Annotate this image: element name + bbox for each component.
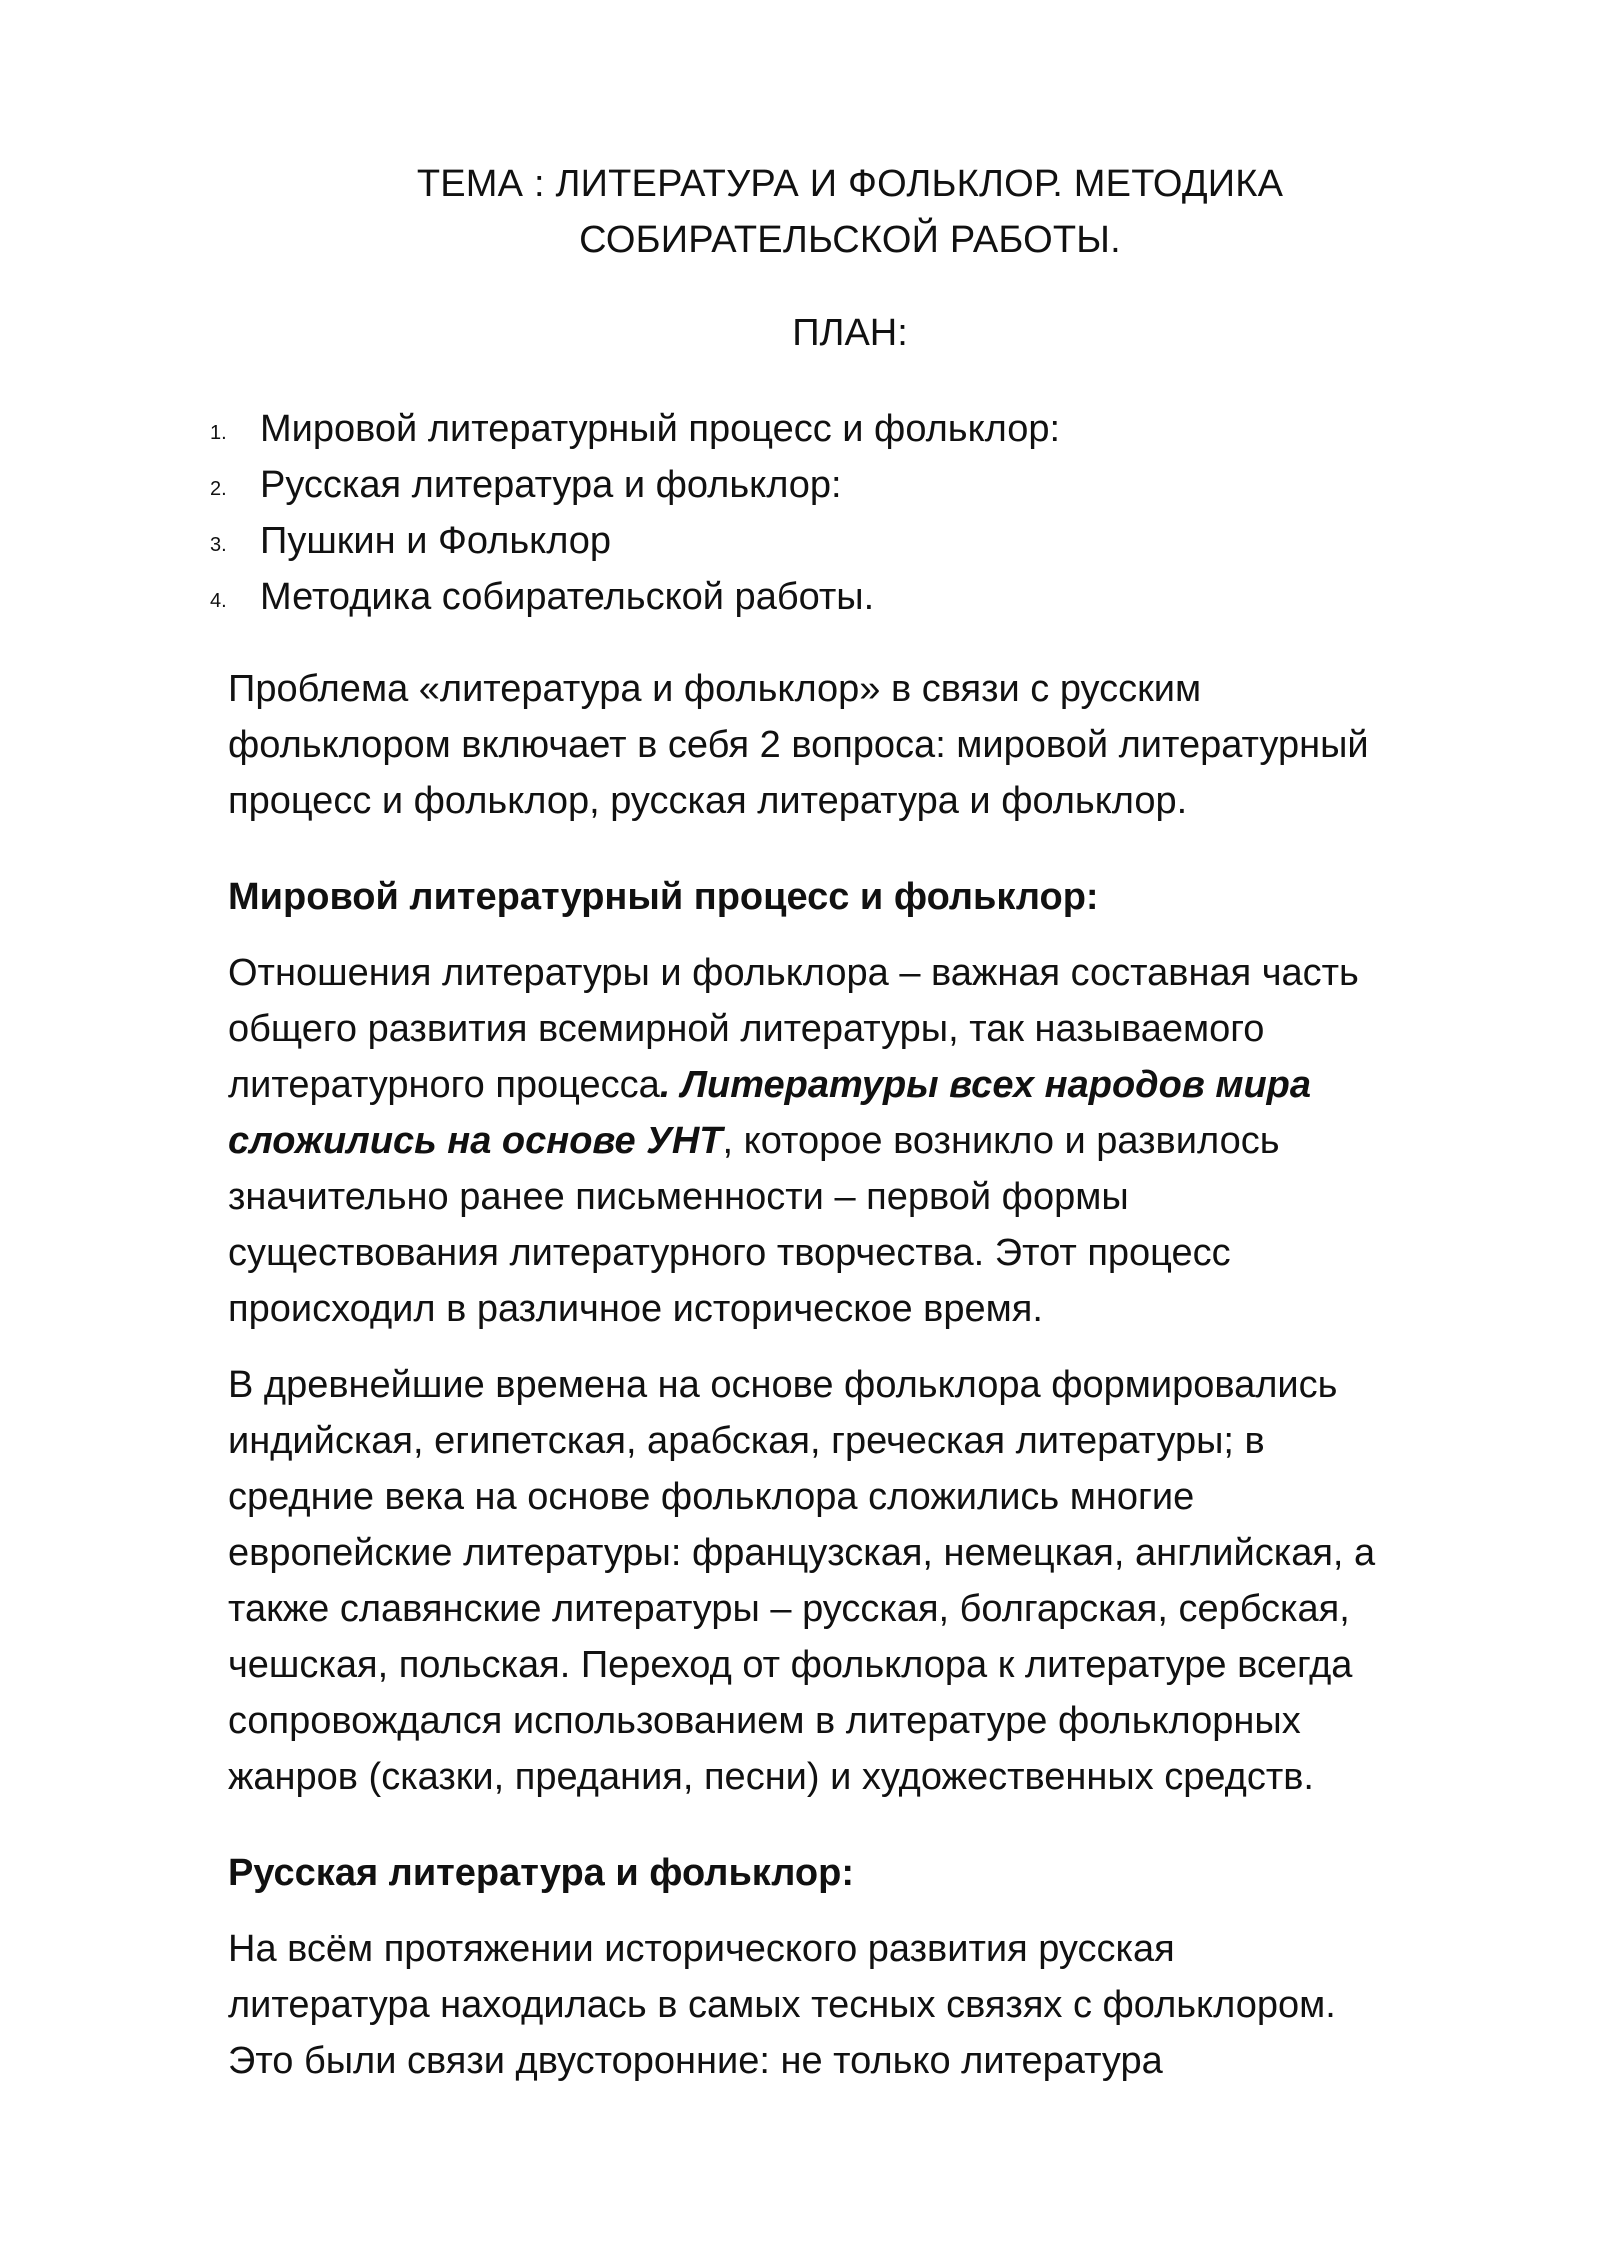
- text-line: [228, 1057, 1528, 1113]
- text-line: происходил в различное историческое время.: [228, 1288, 1043, 1330]
- plan-item-text: Методика собирательской работы.: [260, 576, 875, 618]
- section1-paragraph-1: [228, 945, 1528, 1337]
- text-line: В древнейшие времена на основе фольклора формировались: [228, 1364, 1338, 1406]
- plan-list: [210, 401, 1060, 625]
- text-line: общего развития всемирной литературы, так называемого: [228, 1008, 1265, 1050]
- text-line: индийская, египетская, арабская, греческая литературы; в: [228, 1420, 1265, 1462]
- plan-list-item: [210, 569, 1060, 625]
- emphasized-text: . Литературы всех народов мира: [659, 1064, 1312, 1106]
- title-line-1: ТЕМА : ЛИТЕРАТУРА И ФОЛЬКЛОР. МЕТОДИКА: [416, 163, 1284, 205]
- section-heading-russian-literature: Русская литература и фольклор:: [228, 1852, 854, 1894]
- plan-item-number: 2.: [210, 478, 227, 500]
- plan-list-item: [210, 401, 1060, 457]
- plan-item-text: Пушкин и Фольклор: [260, 520, 612, 562]
- plan-item-text: Русская литература и фольклор:: [260, 464, 842, 506]
- text-line: Проблема «литература и фольклор» в связи с русским: [228, 668, 1202, 710]
- section1-paragraph-2: [228, 1357, 1528, 1805]
- intro-paragraph: [228, 661, 1528, 829]
- text-line: европейские литературы: французская, немецкая, английская, а: [228, 1532, 1376, 1574]
- text-line: также славянские литературы – русская, болгарская, сербская,: [228, 1588, 1350, 1630]
- text-line: средние века на основе фольклора сложились многие: [228, 1476, 1195, 1518]
- section2-paragraph-1: [228, 1921, 1528, 2089]
- text-line: сопровождался использованием в литературе фольклорных: [228, 1700, 1301, 1742]
- plan-item-number: 1.: [210, 422, 227, 444]
- text-line: фольклором включает в себя 2 вопроса: мировой литературный: [228, 724, 1369, 766]
- text-line: литература находилась в самых тесных связях с фольклором.: [228, 1984, 1336, 2026]
- text-line: Это были связи двусторонние: не только литература: [228, 2040, 1163, 2082]
- plan-list-item: [210, 513, 1060, 569]
- text-line: Отношения литературы и фольклора – важная составная часть: [228, 952, 1359, 994]
- plan-heading: ПЛАН:: [792, 312, 908, 354]
- plan-list-item: [210, 457, 1060, 513]
- text-line: процесс и фольклор, русская литература и фольклор.: [228, 780, 1188, 822]
- plan-item-number: 3.: [210, 534, 227, 556]
- text-line: [228, 1113, 1528, 1169]
- plan-item-text: Мировой литературный процесс и фольклор:: [260, 408, 1061, 450]
- document-title: [200, 156, 1500, 268]
- plain-text: литературного процесса: [228, 1064, 660, 1106]
- text-line: чешская, польская. Переход от фольклора к литературе всегда: [228, 1644, 1353, 1686]
- emphasized-text: сложились на основе УНТ: [228, 1120, 723, 1162]
- section-heading-world-literature: Мировой литературный процесс и фольклор:: [228, 876, 1099, 918]
- title-line-2: СОБИРАТЕЛЬСКОЙ РАБОТЫ.: [579, 219, 1121, 261]
- text-line: жанров (сказки, предания, песни) и художественных средств.: [228, 1756, 1314, 1798]
- text-line: существования литературного творчества. Этот процесс: [228, 1232, 1231, 1274]
- plain-text: , которое возникло и развилось: [722, 1120, 1280, 1162]
- text-line: значительно ранее письменности – первой формы: [228, 1176, 1129, 1218]
- text-line: На всём протяжении исторического развития русская: [228, 1928, 1175, 1970]
- plan-item-number: 4.: [210, 590, 227, 612]
